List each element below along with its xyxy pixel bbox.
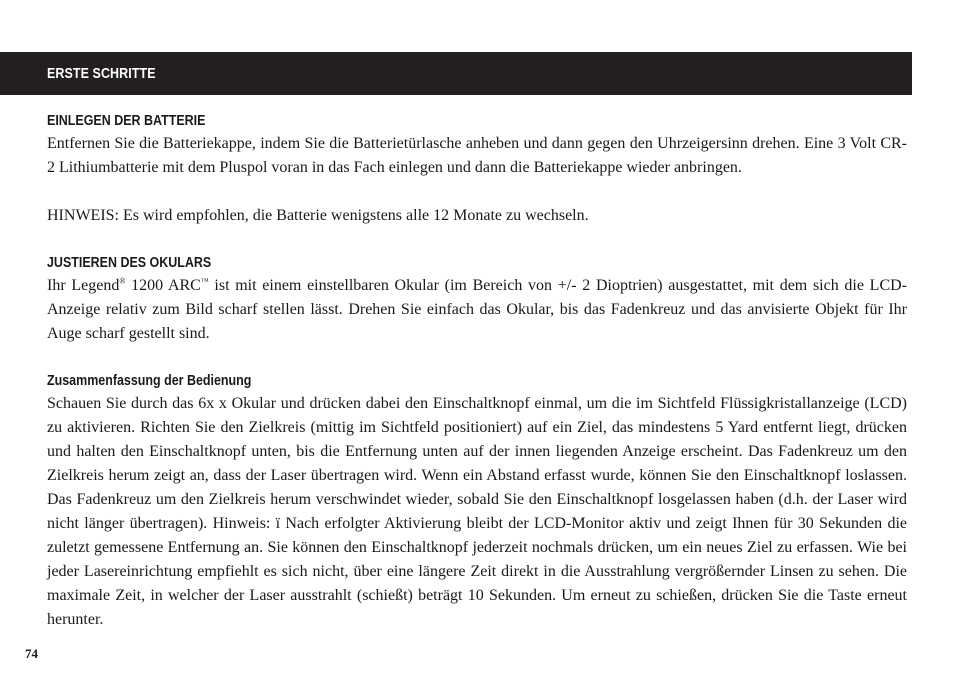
page-content [47,110,907,632]
trademark-mark: ™ [200,276,209,286]
eyepiece-body-prefix: Ihr Legend [47,277,120,294]
battery-heading: EINLEGEN DER BATTERIE [47,113,206,129]
operation-body: Schauen Sie durch das 6x x Okular und drücken dabei den Einschaltknopf einmal, um die im Sichtfeld Flüssigkristallanzeige (LCD) zu aktivieren. Richten Sie den Zielkreis (mittig im Sichtfeld positioniert) auf ein Ziel, das mindestens 5 Yard entfernt liegt, drücken und halten den Einschaltknopf unten, bis die Entfernung unten auf der innen liegenden Anzeige erscheint. Das Fadenkreuz um den Zielkreis herum zeigt an, dass der Laser übertragen wird. Wenn ein Abstand erfasst wurde, können Sie den Einschaltknopf loslassen. Das Fadenkreuz um den Zielkreis herum verschwindet wieder, sobald Sie den Einschaltknopf losgelassen haben (d.h. der Laser wird nicht länger übertragen). Hinweis: ï Nach erfolgter Aktivierung bleibt der LCD-Monitor aktiv und zeigt Ihnen für 30 Sekunden die zuletzt gemessene Entfernung an. Sie können den Einschaltknopf jederzeit nochmals drücken, um ein neues Ziel zu erfassen. Wie bei jeder Lasereinrichtung empfiehlt es sich nicht, über eine längere Zeit direkt in die Ausstrahlung vergrößernder Linsen zu sehen. Die maximale Zeit, in welcher der Laser ausstrahlt (schießt) beträgt 10 Sekunden. Um erneut zu schießen, drücken Sie die Taste erneut herunter. [47,395,907,628]
battery-note: HINWEIS: Es wird empfohlen, die Batterie wenigstens alle 12 Monate zu wechseln. [47,207,589,224]
registered-mark: ® [119,276,126,286]
section-header-bar [0,52,912,95]
eyepiece-body-rest: ist mit einem einstellbaren Okular (im Bereich von +/- 2 Dioptrien) ausgestattet, mit dem sich die LCD-Anzeige relativ zum Bild scharf stellen lässt. Drehen Sie einfach das Okular, bis das Fadenkreuz und das anvisierte Objekt für Ihr Auge scharf gestellt sind. [47,277,908,342]
section-header-title: ERSTE SCHRITTE [47,65,156,82]
eyepiece-heading: JUSTIEREN DES OKULARS [47,255,212,271]
operation-heading: Zusammenfassung der Bedienung [47,373,252,389]
battery-body: Entfernen Sie die Batteriekappe, indem Sie die Batterietürlasche anheben und dann gegen den Uhrzeigersinn drehen. Eine 3 Volt CR-2 Lithiumbatterie mit dem Pluspol voran in das Fach einlegen und dann die Batteriekappe wieder anbringen. [47,135,907,176]
eyepiece-body [47,274,907,346]
eyepiece-model: 1200 ARC [125,277,201,294]
page-number: 74 [25,646,38,661]
